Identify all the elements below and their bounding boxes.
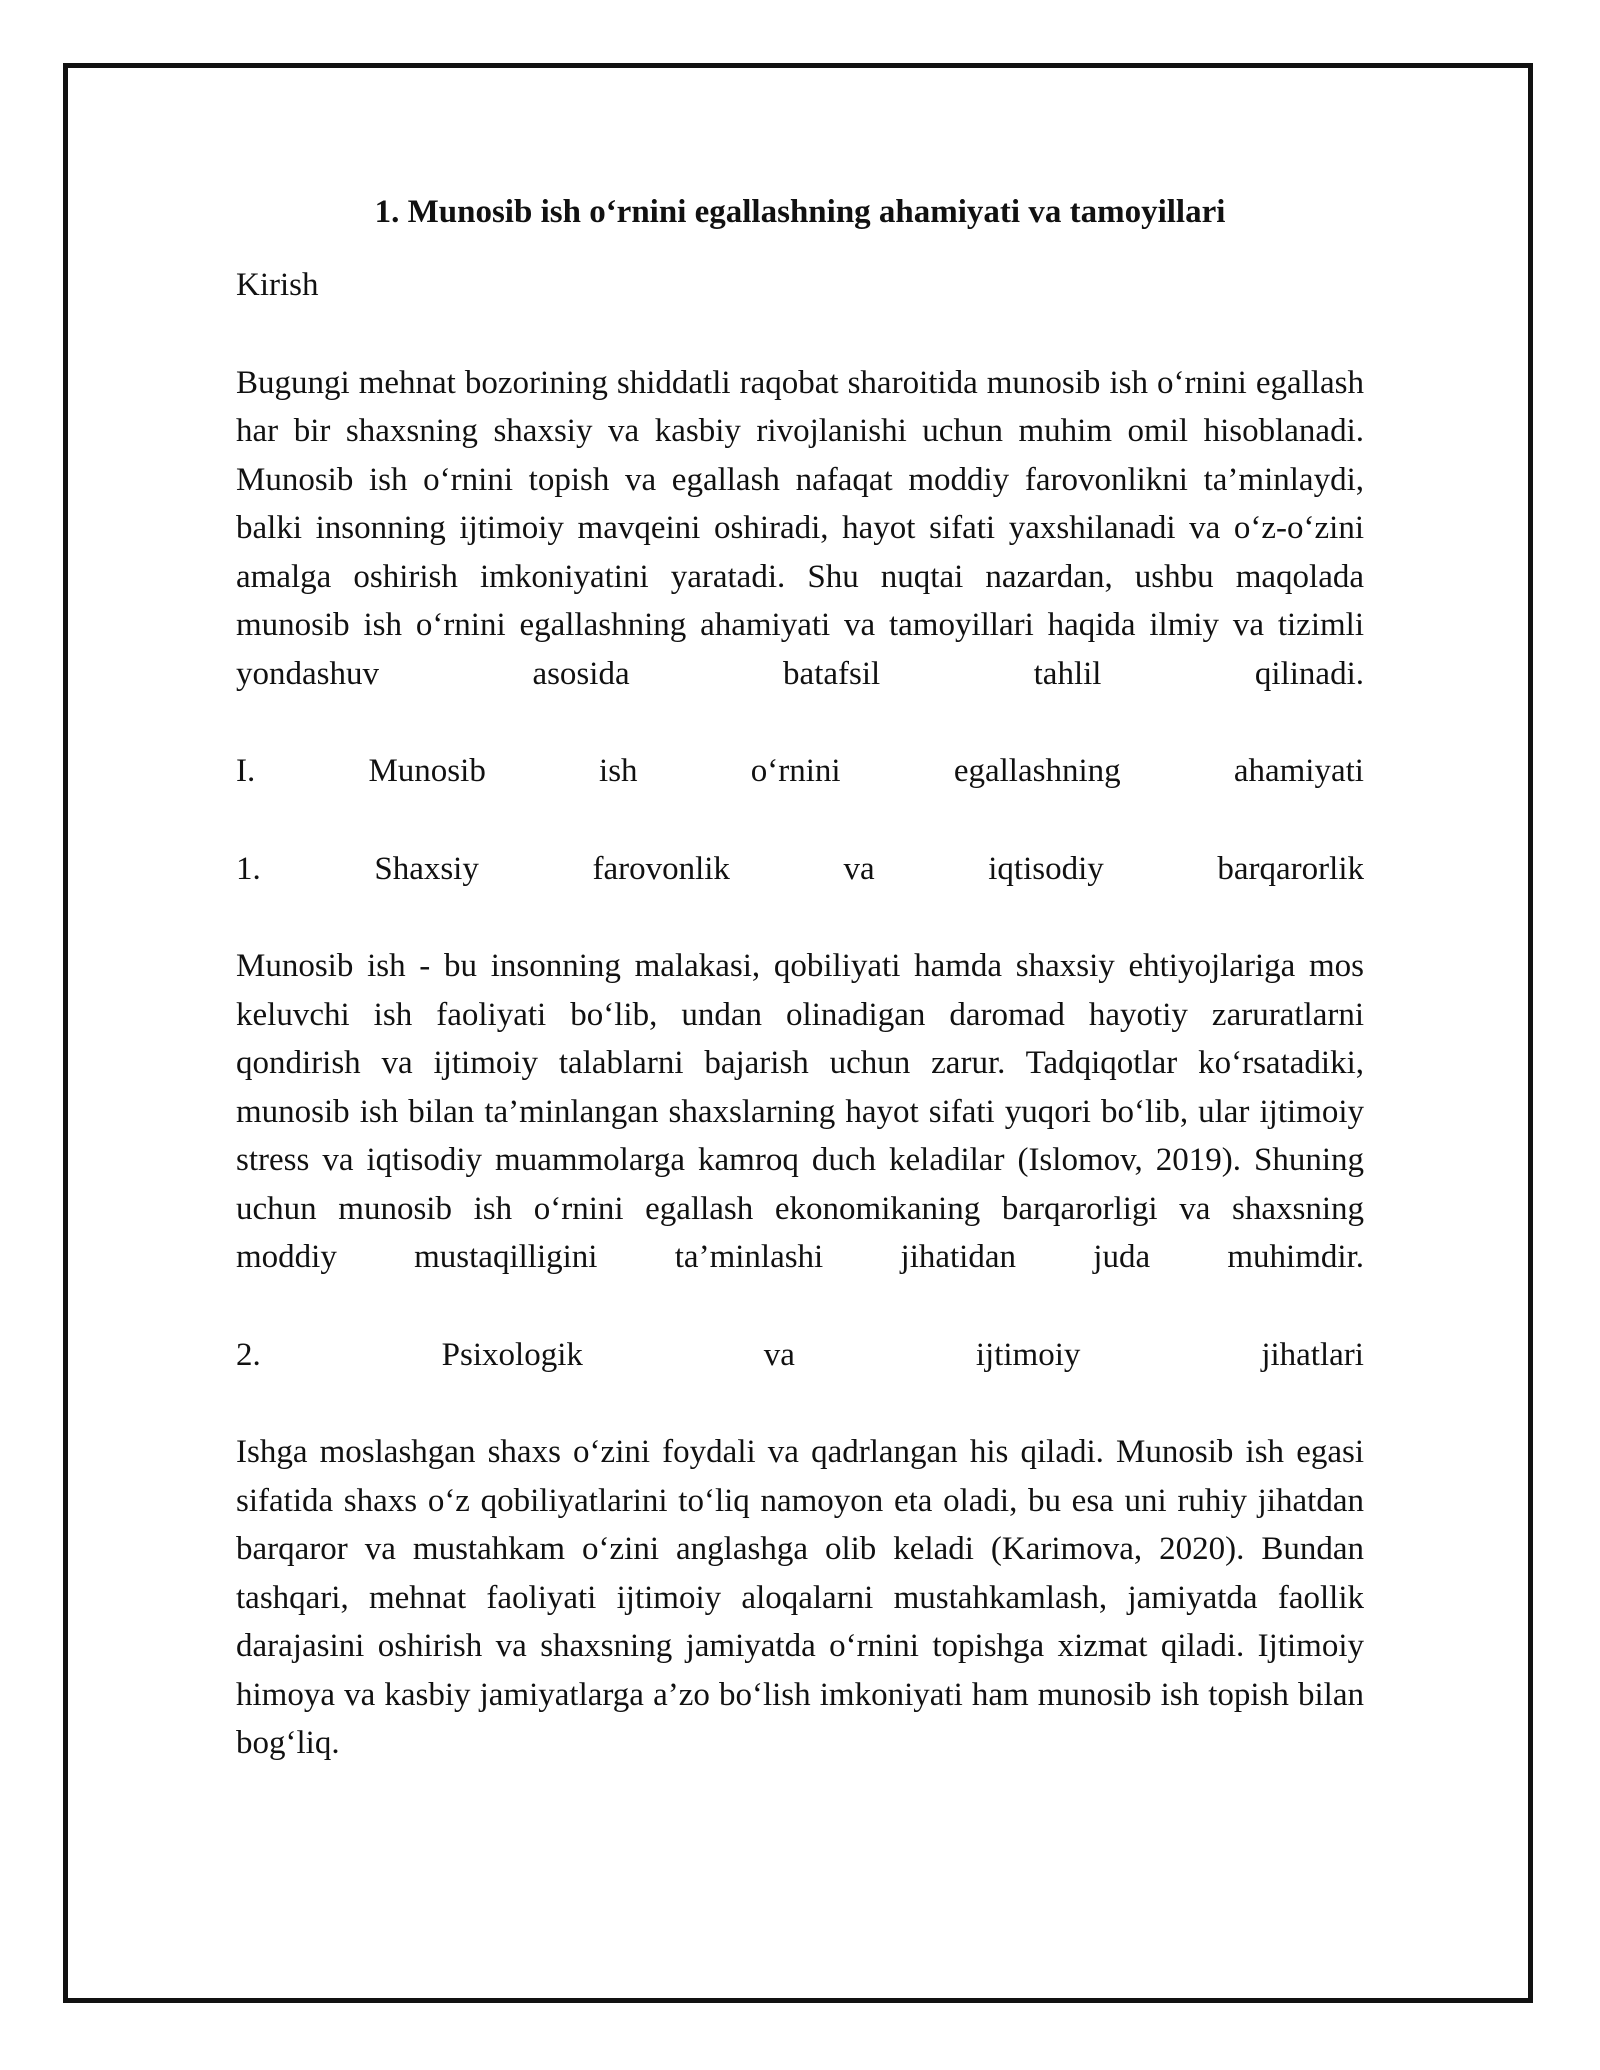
heading-word: Munosib xyxy=(368,753,486,789)
heading-word: barqarorlik xyxy=(1217,850,1364,887)
heading-word: jihatlari xyxy=(1261,1336,1364,1373)
document-body xyxy=(236,188,1364,1768)
heading-word: va xyxy=(843,850,875,887)
heading-word: Psixologik xyxy=(441,1336,583,1373)
heading-word: ish xyxy=(599,753,638,789)
intro-label: Kirish xyxy=(236,267,319,303)
heading-word: iqtisodiy xyxy=(988,850,1104,887)
subsection-2-heading xyxy=(236,1331,1364,1380)
heading-word: ijtimoiy xyxy=(975,1336,1081,1373)
document-title: 1. Munosib ish o‘rnini egallashning ahamiyati va tamoyillari xyxy=(374,194,1226,230)
heading-word: I. xyxy=(236,753,256,789)
intro-paragraph: Bugungi mehnat bozorining shiddatli raqobat sharoitida munosib ish o‘rnini egallash har bir shaxsning shaxsiy va kasbiy rivojlanishi uchun muhim omil hisoblanadi. Munosib ish o‘rnini topish va egallash nafaqat moddiy farovonlikni ta’minlaydi, balki insonning ijtimoiy mavqeini oshiradi, hayot sifati yaxshilanadi va o‘z-o‘zini amalga oshirish imkoniyatini yaratadi. Shu nuqtai nazardan, ushbu maqolada munosib ish o‘rnini egallashning ahamiyati va tamoyillari haqida ilmiy va tizimli yondashuv asosida batafsil tahlil qilinadi. xyxy=(236,364,1364,692)
heading-word: 2. xyxy=(236,1336,261,1373)
heading-word: 1. xyxy=(236,850,261,887)
heading-word: Shaxsiy xyxy=(374,850,479,887)
heading-word: va xyxy=(763,1336,795,1373)
subsection-1-paragraph: Munosib ish - bu insonning malakasi, qobiliyati hamda shaxsiy ehtiyojlariga mos keluvchi ish faoliyati bo‘lib, undan olinadigan daromad hayotiy zaruratlarni qondirish va ijtimoiy talablarni bajarish uchun zarur. Tadqiqotlar ko‘rsatadiki, munosib ish bilan ta’minlangan shaxslarning hayot sifati yuqori bo‘lib, ular ijtimoiy stress va iqtisodiy muammolarga kamroq duch keladilar (Islomov, 2019). Shuning uchun munosib ish o‘rnini egallash ekonomikaning barqarorligi va shaxsning moddiy mustaqilligini ta’minlashi jihatidan juda muhimdir. xyxy=(236,948,1364,1275)
section-1-heading xyxy=(236,747,1364,796)
subsection-2-paragraph: Ishga moslashgan shaxs o‘zini foydali va qadrlangan his qiladi. Munosib ish egasi sifatida shaxs o‘z qobiliyatlarini to‘liq namoyon eta oladi, bu esa uni ruhiy jihatdan barqaror va mustahkam o‘zini anglashga olib keladi (Karimova, 2020). Bundan tashqari, mehnat faoliyati ijtimoiy aloqalarni mustahkamlash, jamiyatda faollik darajasini oshirish va shaxsning jamiyatda o‘rnini topishga xizmat qiladi. Ijtimoiy himoya va kasbiy jamiyatlarga a’zo bo‘lish imkoniyati ham munosib ish topish bilan bog‘liq. xyxy=(236,1434,1364,1761)
heading-word: ahamiyati xyxy=(1233,753,1364,789)
heading-word: o‘rnini xyxy=(750,753,841,789)
heading-word: egallashning xyxy=(953,753,1121,789)
heading-word: farovonlik xyxy=(592,850,730,887)
subsection-1-heading xyxy=(236,845,1364,894)
